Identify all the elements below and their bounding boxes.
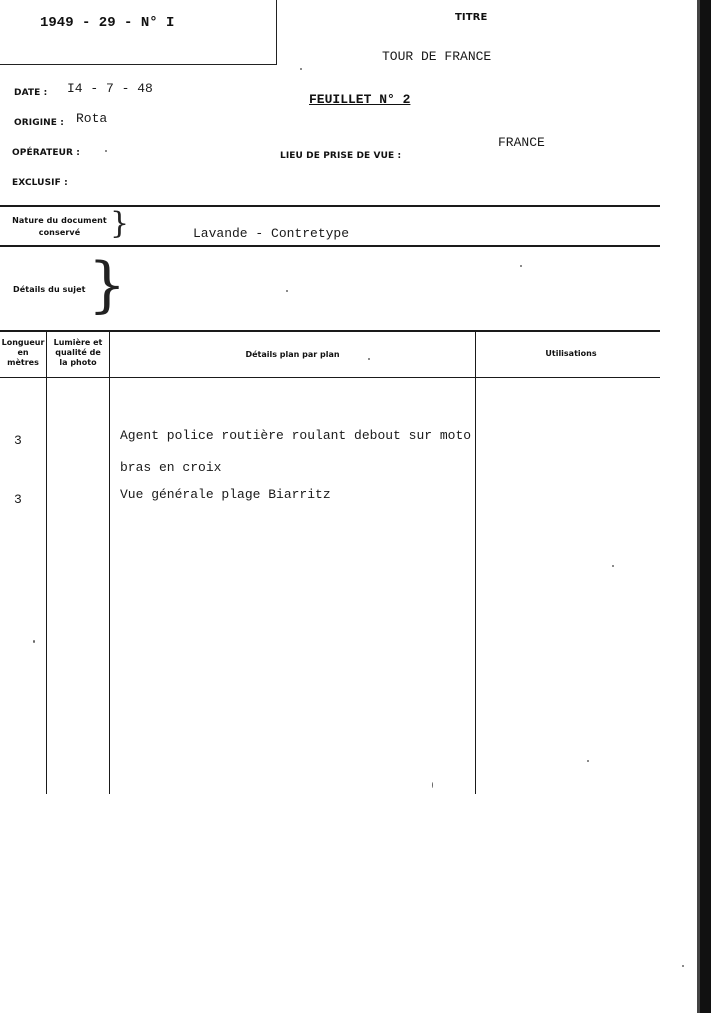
col-divider-3	[475, 332, 476, 794]
rule-table-header	[0, 377, 660, 378]
lieu-value: FRANCE	[498, 135, 545, 150]
header-longueur-line3: mètres	[7, 358, 39, 367]
titre-label: TITRE	[455, 12, 488, 23]
scan-speck	[105, 150, 107, 152]
scan-speck	[286, 290, 288, 292]
scan-speck	[682, 965, 684, 967]
header-lumiere-line3: la photo	[59, 358, 97, 367]
scan-speck	[33, 640, 35, 643]
nature-brace: }	[110, 206, 130, 241]
date-label: DATE :	[14, 88, 48, 98]
header-lumiere	[47, 338, 109, 368]
nature-label	[12, 215, 107, 239]
scan-speck	[368, 358, 370, 360]
lieu-label: LIEU DE PRISE DE VUE :	[280, 151, 402, 161]
origine-value: Rota	[76, 111, 108, 126]
header-longueur	[0, 338, 46, 368]
scan-edge	[699, 0, 711, 1013]
feuillet-title: FEUILLET N° 2	[309, 92, 411, 107]
nature-value: Lavande - Contretype	[193, 226, 350, 241]
header-utilisations: Utilisations	[545, 349, 597, 358]
operateur-label: OPÉRATEUR :	[12, 148, 80, 158]
scan-speck	[587, 760, 589, 762]
row-3-details: Vue générale plage Biarritz	[120, 487, 331, 502]
header-longueur-line2: en	[17, 348, 29, 357]
row-1-longueur: 3	[14, 433, 22, 448]
details-sujet-label: Détails du sujet	[13, 285, 86, 294]
row-1-details: Agent police routière roulant debout sur moto	[120, 428, 472, 443]
scan-speck	[612, 565, 614, 567]
header-lumiere-line1: Lumière et	[53, 338, 103, 347]
row-3-longueur: 3	[14, 492, 22, 507]
header-longueur-line1: Longueur	[1, 338, 45, 347]
origine-label: ORIGINE :	[14, 118, 64, 128]
scan-speck	[432, 782, 433, 788]
date-value: I4 - 7 - 48	[67, 81, 153, 96]
col-divider-2	[109, 332, 110, 794]
rule-top	[0, 205, 660, 207]
col-divider-1	[46, 332, 47, 794]
exclusif-label: EXCLUSIF :	[12, 178, 68, 188]
scan-speck	[300, 68, 302, 70]
scan-edge-highlight	[697, 0, 700, 1013]
scan-speck	[520, 265, 522, 267]
reference-number: 1949 - 29 - N° I	[40, 15, 175, 31]
nature-label-line2: conservé	[38, 228, 81, 237]
rule-nature	[0, 245, 660, 247]
header-lumiere-line2: qualité de	[55, 348, 101, 357]
header-details-plan: Détails plan par plan	[245, 350, 340, 359]
reference-box	[0, 0, 277, 65]
nature-label-line1: Nature du document	[12, 216, 107, 225]
rule-details	[0, 330, 660, 332]
row-2-details: bras en croix	[120, 460, 222, 475]
titre-value: TOUR DE FRANCE	[382, 49, 492, 64]
details-sujet-brace: }	[88, 250, 127, 320]
